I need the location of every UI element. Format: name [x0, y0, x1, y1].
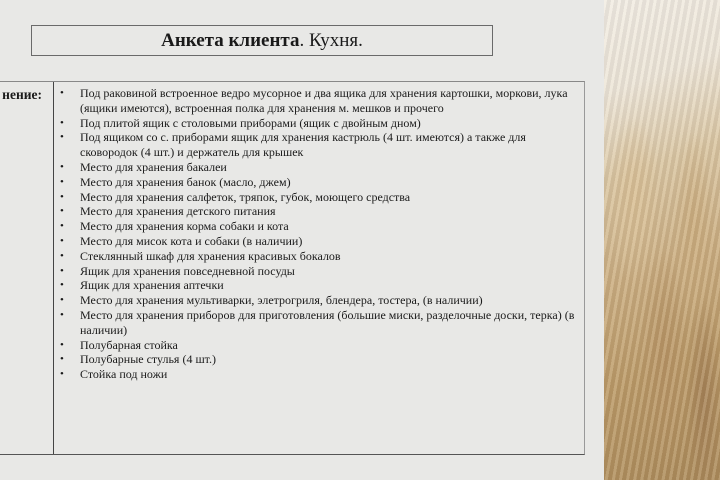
bullet-icon: • — [60, 131, 64, 144]
list-item: • Под плитой ящик с столовыми приборами (ящик с двойным дном) — [60, 115, 421, 130]
list-item: • Место для хранения детского питания — [60, 204, 276, 219]
list-item: • Полубарная стойка — [60, 337, 178, 352]
label-cell — [0, 82, 54, 454]
list-item: • Место для хранения корма собаки и кота — [60, 219, 289, 234]
bullet-icon: • — [60, 87, 64, 99]
list-item: • Место для хранения бакалеи — [60, 159, 227, 174]
list-item: • Ящик для хранения аптечки — [60, 278, 224, 293]
pampas-grass-photo — [604, 0, 720, 480]
bullet-icon: • — [60, 220, 64, 233]
bullet-icon: • — [60, 338, 64, 351]
storage-table — [0, 81, 585, 455]
list-item: • Место для хранения мультиварки, элетрогриля, блендера, тостера, (в наличии) — [60, 293, 483, 308]
page-title — [31, 25, 493, 56]
bullet-icon: • — [60, 160, 64, 173]
list-item: • Полубарные стулья (4 шт.) — [60, 352, 217, 367]
list-item: • Ящик для хранения повседневной посуды — [60, 263, 295, 278]
storage-list — [54, 86, 576, 382]
bullet-icon: • — [60, 249, 64, 262]
bullet-icon: • — [60, 279, 64, 292]
list-item: • Стеклянный шкаф для хранения красивых бокалов — [60, 248, 341, 263]
list-item: • Место для хранения салфеток, тряпок, губок, моющего средства — [60, 189, 411, 204]
list-item: • Место для мисок кота и собаки (в наличии) — [60, 233, 303, 248]
list-item: • Стойка под ножи — [60, 367, 168, 382]
title-regular: . Кухня. — [299, 29, 363, 51]
bullet-icon: • — [60, 353, 64, 366]
bullet-icon: • — [60, 175, 64, 188]
list-item: • Под ящиком со с. приборами ящик для хранения кастрюль (4 шт. имеются) а также для сковородок (4 шт.) и держатель для крышек — [60, 130, 526, 160]
bullet-icon: • — [60, 116, 64, 129]
bullet-icon: • — [60, 264, 64, 277]
list-item: • Место для хранения приборов для приготовления (большие миски, разделочные доски, терка) (в наличии) — [60, 307, 575, 337]
list-item: • Под раковиной встроенное ведро мусорное и два ящика для хранения картошки, моркови, лука (ящики имеются), встроенная полка для хранения м. мешков и прочего — [60, 86, 568, 115]
list-item: • Место для хранения банок (масло, джем) — [60, 174, 291, 189]
bullet-icon: • — [60, 294, 64, 307]
bullet-icon: • — [60, 308, 64, 321]
bullet-icon: • — [60, 205, 64, 218]
title-bold: Анкета клиента — [161, 29, 300, 51]
bullet-icon: • — [60, 368, 64, 381]
bullet-icon: • — [60, 234, 64, 247]
bullet-icon: • — [60, 190, 64, 203]
storage-label: нение: — [2, 87, 42, 102]
